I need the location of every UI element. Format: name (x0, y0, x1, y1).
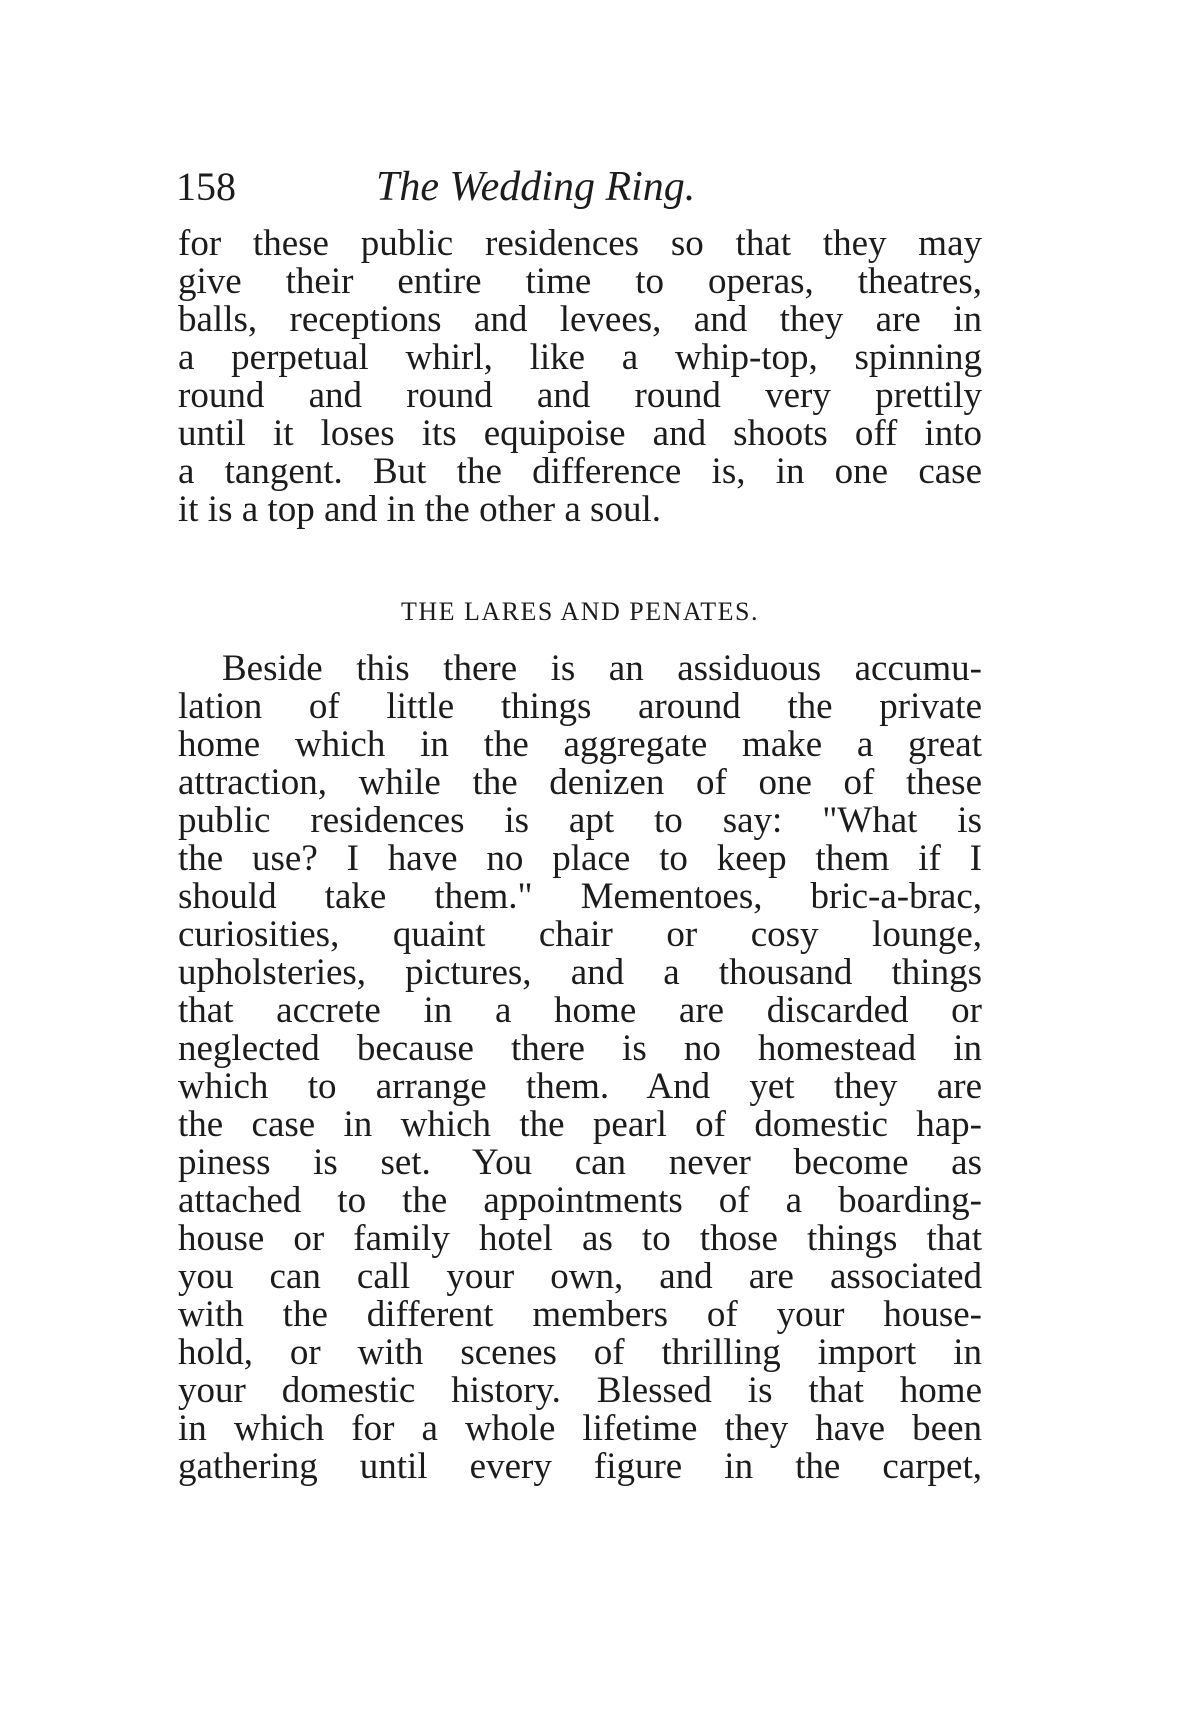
text-line: Beside this there is an assiduous accumu- (222, 648, 982, 689)
text-line: the use? I have no place to keep them if I (178, 838, 982, 879)
text-line: with the different members of your house- (178, 1294, 982, 1335)
text-line: which to arrange them. And yet they are (178, 1066, 982, 1107)
text-line: hold, or with scenes of thrilling import in (178, 1332, 982, 1373)
section-heading: THE LARES AND PENATES. (400, 597, 759, 626)
text-line: should take them." Mementoes, bric-a-brac, (178, 876, 982, 917)
text-line: give their entire time to operas, theatres, (178, 261, 982, 302)
text-line: it is a top and in the other a soul. (178, 489, 661, 530)
text-line: home which in the aggregate make a great (178, 724, 982, 765)
text-line: curiosities, quaint chair or cosy lounge, (178, 914, 982, 955)
text-line: that accrete in a home are discarded or (178, 990, 982, 1031)
text-line: public residences is apt to say: "What is (178, 800, 982, 841)
text-line: gathering until every figure in the carpet, (178, 1446, 982, 1487)
text-line: attached to the appointments of a boarding- (178, 1180, 982, 1221)
text-line: attraction, while the denizen of one of these (178, 762, 982, 803)
text-line: upholsteries, pictures, and a thousand things (178, 952, 982, 993)
text-line: house or family hotel as to those things that (178, 1218, 982, 1259)
text-line: the case in which the pearl of domestic hap- (178, 1104, 982, 1145)
running-title: The Wedding Ring. (376, 164, 696, 210)
text-line: a tangent. But the difference is, in one case (178, 451, 982, 492)
text-line: you can call your own, and are associated (178, 1256, 982, 1297)
text-line: a perpetual whirl, like a whip-top, spinning (178, 337, 982, 378)
text-line: your domestic history. Blessed is that home (178, 1370, 982, 1411)
text-line: neglected because there is no homestead in (178, 1028, 982, 1069)
text-line: round and round and round very prettily (178, 375, 982, 416)
text-line: balls, receptions and levees, and they are in (178, 299, 982, 340)
text-line: for these public residences so that they may (178, 223, 982, 264)
text-line: piness is set. You can never become as (178, 1142, 982, 1183)
text-line: until it loses its equipoise and shoots off into (178, 413, 982, 454)
text-line: lation of little things around the private (178, 686, 982, 727)
text-line: in which for a whole lifetime they have been (178, 1408, 982, 1449)
running-head (176, 163, 986, 223)
page-number: 158 (176, 164, 236, 209)
